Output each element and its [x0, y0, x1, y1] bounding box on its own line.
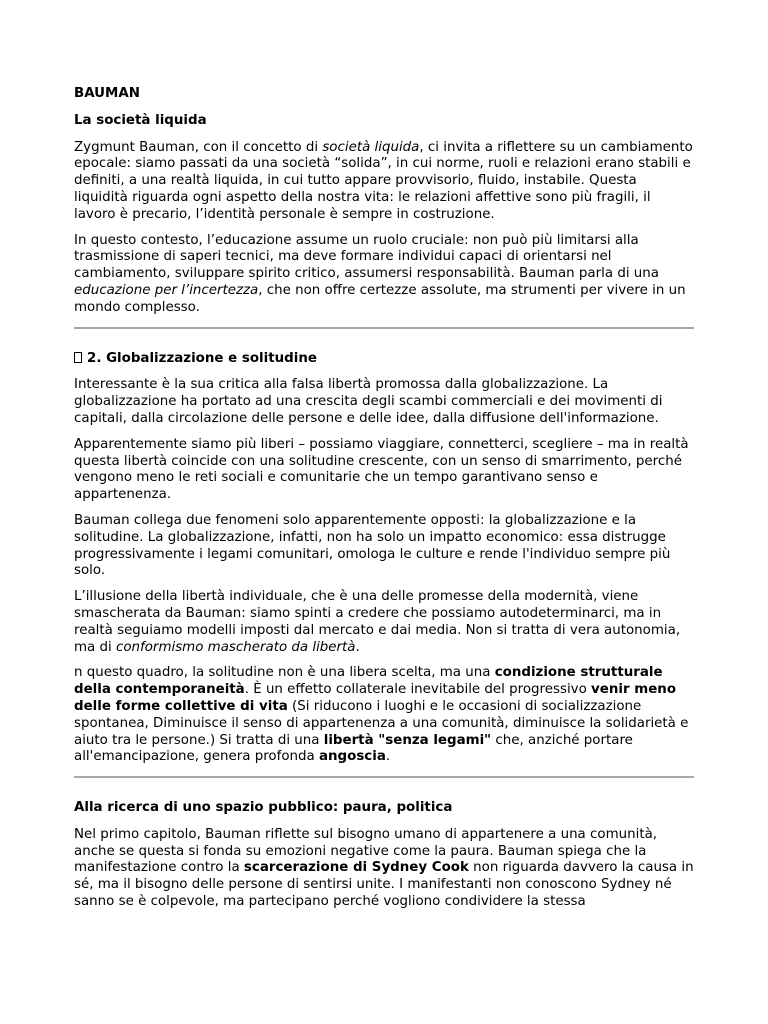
italic-term: società liquida [322, 139, 420, 155]
section-2-paragraph-5 [74, 665, 694, 766]
bold-term: scarcerazione di Sydney Cook [243, 860, 469, 876]
bold-term: libertà "senza legami" [323, 732, 492, 748]
document-subtitle: La società liquida [74, 112, 207, 128]
italic-term: conformismo mascherato da libertà [115, 639, 356, 655]
intro-paragraph-2 [74, 233, 694, 317]
section-2-heading-text: 2. Globalizzazione e solitudine [87, 350, 317, 366]
bold-term: condizione strutturale della contemporaneità [74, 665, 663, 698]
text-run: , che non offre certezze assolute, ma strumenti per vivere in un mondo complesso. [74, 282, 686, 315]
text-run: L’illusione della libertà individuale, che è una delle promesse della modernità, viene smascherata da Bauman: siamo spinti a credere che possiamo autodeterminarci, ma in realtà seguiamo modelli imposti dal mercato e dai media. Non si tratta di vera autonomia, ma di [74, 589, 681, 655]
section-divider [74, 327, 694, 329]
section-2-paragraph-2: Apparentemente siamo più liberi – possiamo viaggiare, connetterci, scegliere – ma in realtà questa libertà coincide con una solitudine crescente, con un senso di smarrimento, perché vengono meno le reti sociali e comunitarie che un tempo garantivano senso e appartenenza. [74, 436, 689, 503]
text-run: che, anziché portare all'emancipazione, genera profonda [74, 732, 633, 765]
missing-glyph-icon [74, 352, 82, 363]
section-2-paragraph-1: Interessante è la sua critica alla falsa libertà promossa dalla globalizzazione. La globalizzazione ha portato ad una crescita degli scambi commerciali e dei movimenti di capitali, dalla circolazione delle persone e delle idee, dalla diffusione dell'informazione. [74, 377, 663, 426]
text-run: Nel primo capitolo, Bauman riflette sul bisogno umano di appartenere a una comunità, anche se questa si fonda su emozioni negative come la paura. Bauman spiega che la manifestazione contro la [74, 826, 658, 876]
section-3-heading: Alla ricerca di uno spazio pubblico: paura, politica [74, 800, 453, 816]
text-run: (Si riducono i luoghi e le occasioni di socializzazione spontanea, Diminuisce il senso di appartenenza a una comunità, diminuisce la solidarietà e aiuto tra le persone.) Si tratta di una [74, 698, 689, 748]
italic-term: educazione per l’incertezza [74, 282, 259, 298]
bold-term: venir meno delle forme collettive di vita [74, 682, 677, 714]
text-run: non riguarda davvero la causa in sé, ma il bisogno delle persone di sentirsi unite. I manifestanti non conoscono Sydney né sanno se è colpevole, ma partecipano perché vogliono condividere la stessa [74, 860, 694, 910]
section-divider [74, 776, 694, 778]
text-run: , ci invita a riflettere su un cambiamento epocale: siamo passati da una società “solida”, in cui norme, ruoli e relazioni erano stabili e definiti, a una realtà liquida, in cui tutto appare provvisorio, fluido, instabile. Questa liquidità riguarda ogni aspetto della nostra vita: le relazioni affettive sono più fragili, il lavoro è precario, l’identità personale è sempre in costruzione. [74, 139, 693, 222]
text-run: . [385, 749, 391, 765]
text-run: . [355, 639, 360, 655]
section-2-paragraph-3: Bauman collega due fenomeni solo apparentemente opposti: la globalizzazione e la solitudine. La globalizzazione, infatti, non ha solo un impatto economico: essa distrugge progressivamente i legami comunitari, omologa le culture e rende l'individuo sempre più solo. [74, 512, 671, 579]
text-run: n questo quadro, la solitudine non è una libera scelta, ma una [74, 665, 495, 681]
document-title: BAUMAN [74, 86, 140, 101]
section-3-paragraph-1 [74, 827, 694, 911]
section-2-paragraph-4 [74, 589, 694, 656]
text-run: . È un effetto collaterale inevitabile del progressivo [244, 682, 592, 698]
section-2-heading [74, 351, 694, 368]
text-run: Zygmunt Bauman, con il concetto di [74, 139, 323, 155]
intro-paragraph-1 [74, 140, 694, 224]
text-run: In questo contesto, l’educazione assume un ruolo cruciale: non può più limitarsi alla trasmissione di saperi tecnici, ma deve formare individui capaci di orientarsi nel cambiamento, sviluppare spirito critico, assumersi responsabilità. Bauman parla di una [74, 232, 659, 282]
bold-term: angoscia [318, 749, 386, 765]
